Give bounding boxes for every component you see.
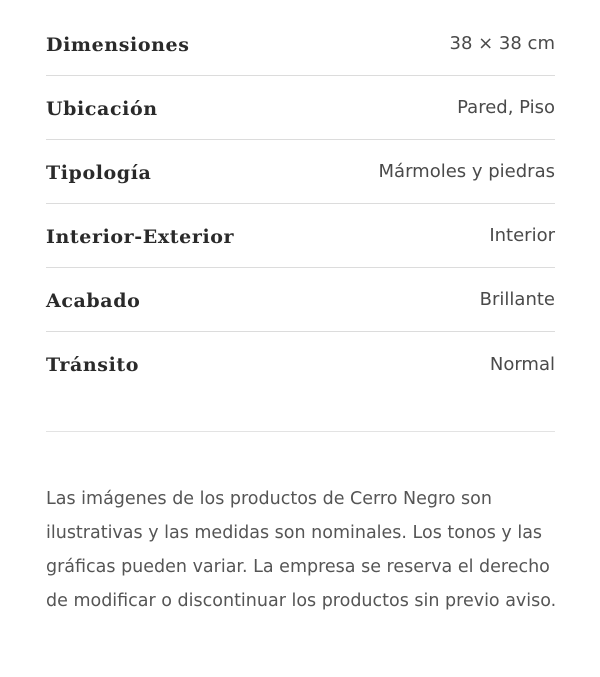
spec-row-tipologia (46, 140, 555, 204)
spec-row-transito (46, 332, 555, 396)
spec-row-ubicacion (46, 76, 555, 140)
spec-value: Normal (489, 353, 555, 375)
spec-label: Tipología (46, 161, 152, 184)
spec-value: Mármoles y piedras (378, 161, 555, 182)
spec-row-dimensiones (46, 12, 555, 76)
spec-label: Acabado (46, 289, 141, 312)
spec-label: Tránsito (46, 354, 140, 376)
spec-value: Brillante (479, 289, 555, 310)
specs-table (46, 12, 555, 396)
spec-value: Interior (489, 225, 555, 246)
spec-row-interior-exterior (46, 204, 555, 268)
spec-label: Dimensiones (46, 33, 190, 56)
spec-value: Pared, Piso (457, 97, 555, 118)
spec-value: 38 × 38 cm (449, 33, 555, 54)
spec-row-acabado (46, 268, 555, 332)
spec-label: Ubicación (46, 97, 158, 120)
spec-label: Interior-Exterior (46, 225, 235, 248)
section-divider (46, 431, 555, 432)
disclaimer-text: Las imágenes de los productos de Cerro Negro son ilustrativas y las medidas son nominales. Los tonos y las gráficas pueden variar. La empresa se reserva el derecho de modificar o discontinuar los productos sin previo aviso. (46, 489, 557, 611)
